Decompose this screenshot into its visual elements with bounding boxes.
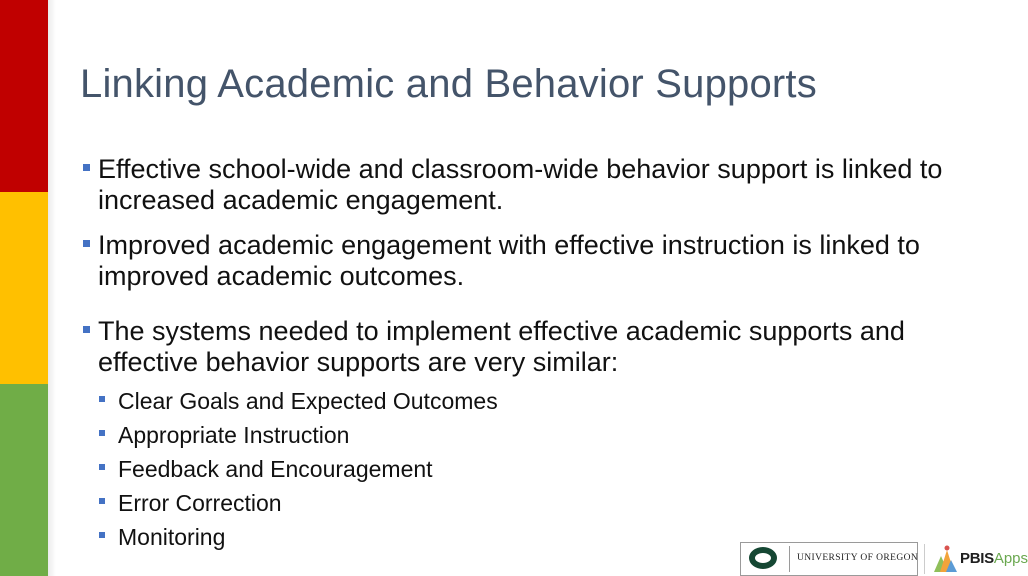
pbis-apps-logo-text	[960, 550, 1028, 567]
bullet-item	[80, 316, 980, 554]
sub-bullet-item	[98, 418, 980, 452]
sub-bullet-item	[98, 486, 980, 520]
slide-title: Linking Academic and Behavior Supports	[80, 62, 817, 106]
uo-logo-text: UNIVERSITY OF OREGON	[797, 553, 919, 563]
bullet-text: The systems needed to implement effective academic supports and effective behavior supports are very similar:	[98, 316, 905, 377]
logo-separator	[924, 544, 925, 574]
bullet-item	[80, 230, 980, 292]
sub-bullet-text: Feedback and Encouragement	[118, 456, 433, 482]
uo-o-ring	[749, 547, 777, 569]
side-bar-red-segment	[0, 0, 48, 192]
sub-bullet-square-icon	[99, 430, 105, 436]
footer-logos	[740, 540, 1028, 576]
bullet-square-icon	[83, 326, 90, 333]
bullet-square-icon	[83, 240, 90, 247]
side-color-bar	[0, 0, 48, 576]
side-bar-green-segment	[0, 384, 48, 576]
sub-bullet-item	[98, 452, 980, 486]
sub-bullet-square-icon	[99, 464, 105, 470]
side-bar-yellow-segment	[0, 192, 48, 384]
uo-logo-divider	[789, 546, 790, 572]
bullet-text: Improved academic engagement with effective instruction is linked to improved academic outcomes.	[98, 230, 920, 291]
pbis-bold-text: PBIS	[960, 550, 994, 567]
sub-bullet-square-icon	[99, 532, 105, 538]
side-bar-shadow	[48, 0, 56, 576]
sub-bullet-text: Appropriate Instruction	[118, 422, 350, 448]
university-of-oregon-logo	[740, 542, 918, 576]
sub-bullet-item	[98, 384, 980, 418]
sub-bullet-text: Monitoring	[118, 524, 226, 550]
sub-bullet-list	[98, 384, 980, 554]
bullet-text: Effective school-wide and classroom-wide behavior support is linked to increased academic engagement.	[98, 154, 943, 215]
bullet-item	[80, 154, 980, 216]
bullet-square-icon	[83, 164, 90, 171]
pbis-apps-icon	[930, 544, 960, 574]
bullet-list	[80, 154, 980, 568]
sub-bullet-text: Error Correction	[118, 490, 282, 516]
sub-bullet-square-icon	[99, 498, 105, 504]
sub-bullet-square-icon	[99, 396, 105, 402]
pbis-apps-text: Apps	[993, 550, 1028, 567]
uo-o-icon	[743, 545, 783, 573]
sub-bullet-text: Clear Goals and Expected Outcomes	[118, 388, 498, 414]
